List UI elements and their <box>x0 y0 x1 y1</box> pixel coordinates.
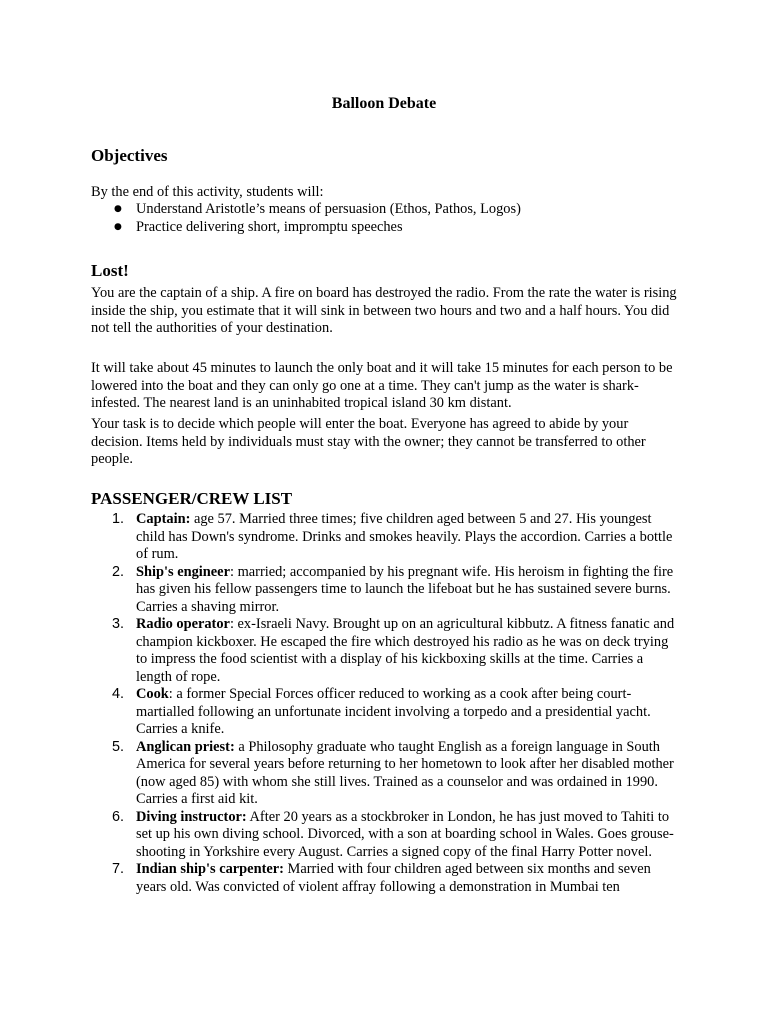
item-number: 5. <box>112 738 125 755</box>
crew-list-item <box>91 861 681 896</box>
objectives-heading: Objectives <box>91 146 168 165</box>
crew-description: : ex-Israeli Navy. Brought up on an agricultural kibbutz. A fitness fanatic and champion kickboxer. He escaped the fire which destroyed his radio as he was on deck trying to impress the food scientist with a display of his kickboxing skills at the time. Carries a length of rope. <box>136 616 675 685</box>
crew-role: Diving instructor: <box>136 808 247 825</box>
crew-role: Indian ship's carpenter: <box>136 861 284 877</box>
crew-list-item <box>91 686 681 739</box>
list-item <box>91 201 681 219</box>
list-item-text: Practice delivering short, impromptu speeches <box>136 218 403 235</box>
item-number: 4. <box>112 686 125 702</box>
crew-list-item <box>91 739 681 809</box>
bullet-icon: ● <box>114 204 122 214</box>
list-item-text: Understand Aristotle’s means of persuasion (Ethos, Pathos, Logos) <box>136 201 521 217</box>
item-number: 2. <box>112 563 125 580</box>
crew-role: Radio operator <box>136 616 230 632</box>
crew-role: Captain: <box>136 511 191 527</box>
crew-role: Anglican priest: <box>136 738 235 755</box>
crew-description: age 57. Married three times; five children aged between 5 and 27. His youngest child has Down's syndrome. Drinks and smokes heavily. Plays the accordion. Carries a bottle of rum. <box>136 511 673 562</box>
crew-description: : a former Special Forces officer reduced to working as a cook after being court-martialled following an unfortunate incident involving a torpedo and a presidential yacht. Carries a knife. <box>136 686 651 737</box>
crew-role: Ship's engineer <box>136 563 230 580</box>
item-number: 1. <box>112 511 125 527</box>
crew-list-item <box>91 564 681 617</box>
item-number: 3. <box>112 616 125 632</box>
crew-description: Married with four children aged between six months and seven years old. Was convicted of violent affray following a demonstration in Mumbai ten <box>136 861 651 895</box>
list-item <box>91 219 681 237</box>
crew-description: After 20 years as a stockbroker in London, he has just moved to Tahiti to set up his own diving school. Divorced, with a son at boarding school in Wales. Goes grouse-shooting in Yorkshire every August. Carries a signed copy of the final Harry Potter novel. <box>136 808 674 860</box>
lost-paragraph: It will take about 45 minutes to launch the only boat and it will take 15 minutes for each person to be lowered into the boat and they can only go one at a time. They can't jump as the water is shark-infested. The nearest land is an uninhabited tropical island 30 km distant. <box>91 360 673 411</box>
objectives-list <box>91 201 681 236</box>
crew-list <box>91 511 681 896</box>
crew-list-item <box>91 809 681 862</box>
item-number: 6. <box>112 808 125 825</box>
bullet-icon: ● <box>114 221 122 232</box>
crew-role: Cook <box>136 686 169 702</box>
crew-list-heading: PASSENGER/CREW LIST <box>91 489 293 508</box>
crew-list-item <box>91 511 681 564</box>
lost-paragraph: Your task is to decide which people will enter the boat. Everyone has agreed to abide by your decision. Items held by individuals must stay with the owner; they cannot be transferred to other people. <box>91 416 646 467</box>
lost-heading: Lost! <box>91 261 129 280</box>
item-number: 7. <box>112 861 125 877</box>
lost-paragraph: You are the captain of a ship. A fire on board has destroyed the radio. From the rate the water is rising inside the ship, you estimate that it will sink in between two hours and two and a half hours. You did not tell the authorities of your destination. <box>91 285 677 336</box>
crew-description: : married; accompanied by his pregnant wife. His heroism in fighting the fire has given his fellow passengers time to launch the lifeboat but he has sustained severe burns. Carries a shaving mirror. <box>136 563 674 615</box>
crew-description: a Philosophy graduate who taught English as a foreign language in South America for several years before returning to her hometown to look after her disabled mother (now aged 85) with whom she still lives. Trained as a counselor and was ordained in 1990. Carries a first aid kit. <box>136 738 674 807</box>
crew-list-item <box>91 616 681 686</box>
objectives-intro: By the end of this activity, students will: <box>91 184 324 200</box>
document-title: Balloon Debate <box>331 95 437 112</box>
